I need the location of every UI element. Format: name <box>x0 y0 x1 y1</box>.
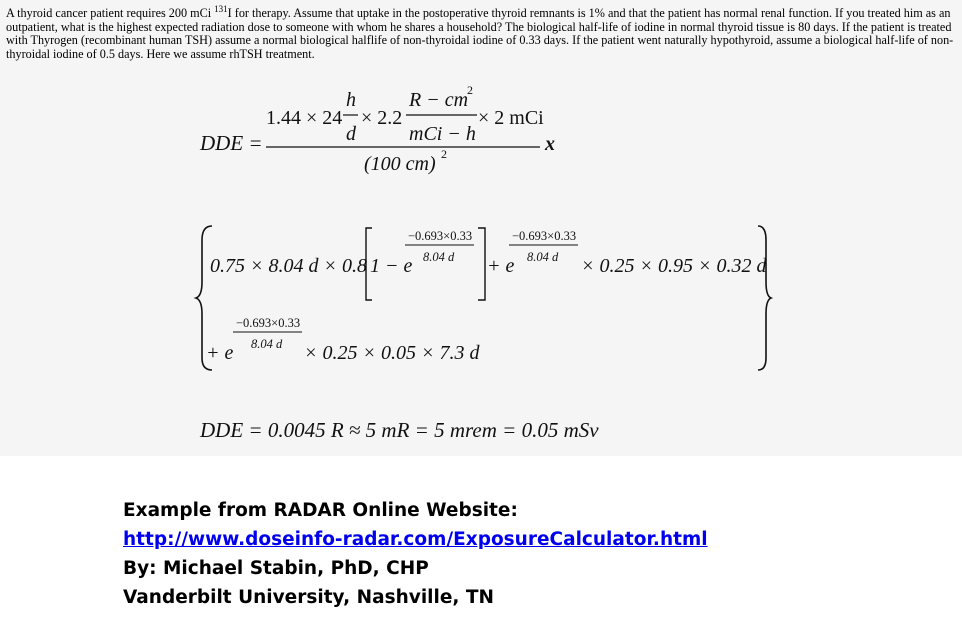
eq1-term-22: × 2.2 <box>361 107 403 129</box>
eq1-denominator: (100 cm) <box>364 153 436 175</box>
problem-text-rest: I for therapy. Assume that uptake in the postoperative thyroid remnants is 1% and that the patient has normal renal function. If you treated him as an outpatient, what is the highest expected radiation dose to someone with whom he shares a household? The biological half-life of iodine in normal thyroid tissue is 80 days. If the patient is treated with Thyrogen (recombinant human TSH) assume a normal biological halflife of non-thyroidal iodine of 0.33 days. If the patient went naturally hypothyroid, assume a biological half-life of non-thyroidal iodine of 0.5 days. Here we assume rhTSH treatment. <box>6 6 954 61</box>
eq2-exp1-den: 8.04 d <box>423 250 455 264</box>
problem-text-start: A thyroid cancer patient requires 200 mCi <box>6 6 215 21</box>
expansion-equation <box>196 226 771 370</box>
inner-right-bracket <box>478 228 485 300</box>
eq1-lhs: DDE = <box>200 131 263 155</box>
result-equation: DDE = 0.0045 R ≈ 5 mR = 5 mrem = 0.05 mSv <box>200 418 599 442</box>
eq2-term-d: × 0.25 × 0.05 × 7.3 d <box>304 342 480 364</box>
isotope-superscript: 131 <box>214 4 228 14</box>
eq1-squared: 2 <box>467 83 473 97</box>
citation-heading: Example from RADAR Online Website: <box>123 500 518 521</box>
eq2-term-c: × 0.25 × 0.95 × 0.32 d <box>581 255 767 277</box>
citation-affiliation: Vanderbilt University, Nashville, TN <box>123 587 494 608</box>
eq2-exp3-den: 8.04 d <box>251 337 283 351</box>
eq1-x: x <box>545 133 555 155</box>
eq1-r-cm: R − cm <box>409 89 469 111</box>
eq1-h: h <box>346 89 356 111</box>
eq2-term-a: 0.75 × 8.04 d × 0.8 <box>210 255 367 277</box>
eq2-plus-e-1: + e <box>487 255 515 277</box>
eq2-exp1-num: −0.693×0.33 <box>408 229 473 243</box>
eq2-plus-e-2: + e <box>206 342 234 364</box>
citation-link[interactable]: http://www.doseinfo-radar.com/ExposureCalculator.html <box>123 529 708 550</box>
dose-equation <box>199 83 555 175</box>
eq2-exp2-num: −0.693×0.33 <box>512 229 577 243</box>
eq1-term-2mci: × 2 mCi <box>478 107 544 129</box>
eq1-term-144x24: 1.44 × 24 <box>266 107 343 129</box>
eq2-one-minus-e: 1 − e <box>370 255 413 277</box>
eq2-exp3-num: −0.693×0.33 <box>236 316 301 330</box>
eq1-den-squared: 2 <box>441 147 447 161</box>
source-citation <box>123 496 708 612</box>
eq2-exp2-den: 8.04 d <box>527 250 559 264</box>
eq1-d: d <box>346 123 356 145</box>
eq1-mci-h: mCi − h <box>409 123 476 145</box>
citation-author: By: Michael Stabin, PhD, CHP <box>123 558 429 579</box>
right-brace <box>758 226 771 370</box>
